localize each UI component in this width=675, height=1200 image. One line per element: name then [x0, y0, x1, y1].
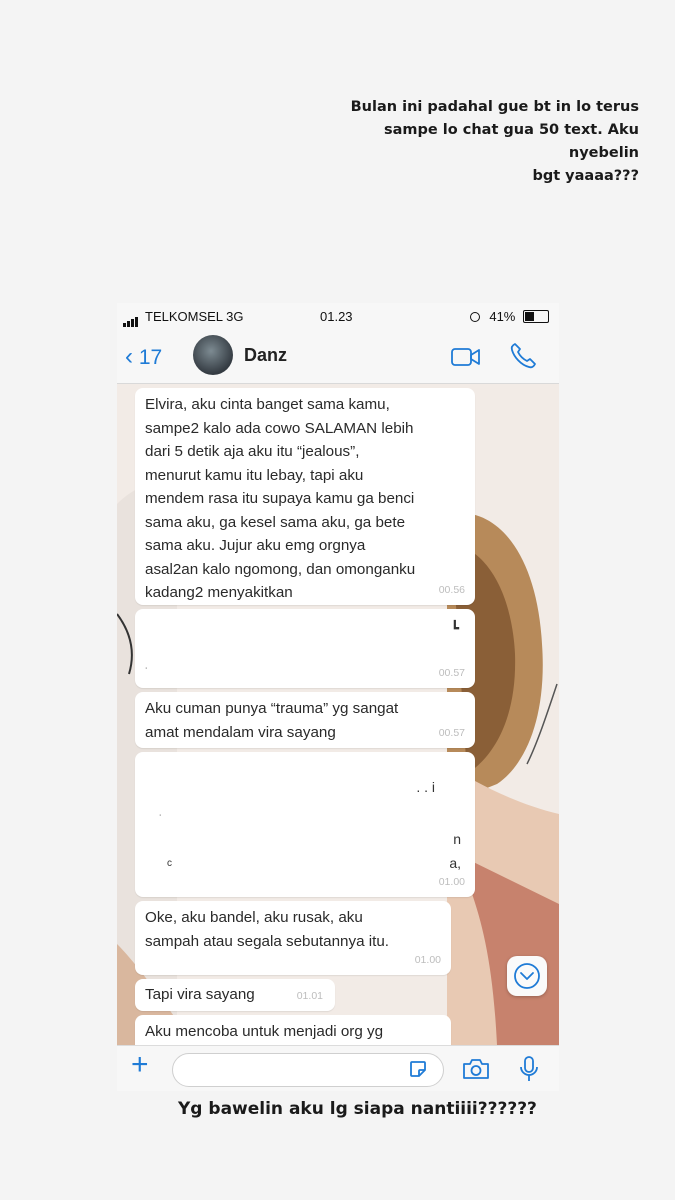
message-line: sampah atau segala sebutannya itu. — [145, 932, 390, 950]
message-time: 00.57 — [438, 666, 465, 679]
microphone-icon[interactable] — [519, 1055, 539, 1083]
plus-icon[interactable]: + — [131, 1048, 149, 1081]
redaction-artifact: ┗ — [450, 620, 459, 636]
unread-count: 17 — [138, 346, 163, 369]
status-bar — [117, 303, 559, 331]
redaction-artifact: ˙ — [145, 667, 149, 678]
caption-line: bgt yaaaa??? — [532, 168, 639, 184]
chat-screenshot — [117, 303, 559, 1091]
message-line: Oke, aku bandel, aku rusak, aku — [145, 909, 363, 926]
caption-line: sampe lo chat gua 50 text. Aku nyebelin — [383, 122, 639, 161]
message-bubble[interactable] — [135, 692, 475, 748]
redacted-message-bubble[interactable] — [135, 752, 475, 897]
message-list[interactable] — [117, 384, 559, 1045]
battery-icon — [523, 310, 549, 323]
message-line: amat mendalam vira sayang — [145, 723, 336, 741]
message-line: sama aku, ga kesel sama aku, ga bete — [145, 513, 406, 531]
message-bubble[interactable] — [135, 979, 335, 1011]
rotation-lock-icon — [470, 312, 480, 322]
contact-name[interactable]: Danz — [244, 345, 288, 365]
battery-area — [470, 309, 549, 324]
message-bubble[interactable] — [135, 388, 475, 605]
message-time: 00.57 — [438, 726, 465, 739]
message-time: 01.00 — [414, 953, 441, 966]
message-line: Elvira, aku cinta banget sama kamu, — [145, 396, 390, 413]
signal-icon — [123, 312, 139, 327]
message-time: 01.00 — [438, 875, 465, 888]
redacted-message-bubble[interactable] — [135, 609, 475, 688]
scroll-to-bottom-button[interactable] — [507, 956, 547, 996]
redaction-artifact: . . i — [416, 779, 435, 795]
message-line: kadang2 menyakitkan — [145, 584, 293, 601]
message-time: 01.01 — [296, 989, 323, 1002]
chevron-down-icon — [507, 956, 547, 996]
video-call-icon[interactable] — [451, 346, 481, 368]
message-line: Aku cuman punya “trauma” yg sangat — [145, 700, 399, 717]
story-caption-bottom: Yg bawelin aku lg siapa nantiiii?????? — [178, 1099, 537, 1119]
status-time: 01.23 — [320, 309, 353, 324]
message-bubble[interactable] — [135, 901, 451, 975]
battery-percent: 41% — [489, 309, 516, 324]
redaction-artifact: n — [453, 831, 461, 847]
chat-header — [117, 331, 559, 384]
compose-bar — [117, 1045, 559, 1091]
message-line: asal2an kalo ngomong, dan omonganku — [145, 560, 416, 578]
story-caption-top — [309, 96, 639, 188]
camera-icon[interactable] — [462, 1057, 490, 1081]
voice-call-icon[interactable] — [508, 341, 538, 371]
message-input[interactable] — [172, 1053, 444, 1087]
message-line: Tapi vira sayang — [145, 986, 255, 1003]
redaction-artifact: c — [167, 858, 172, 869]
redaction-artifact: ˙ — [159, 814, 163, 825]
avatar[interactable] — [193, 335, 233, 375]
redaction-artifact: a, — [449, 855, 461, 871]
caption-line: Bulan ini padahal gue bt in lo terus — [350, 99, 639, 115]
message-line: Aku mencoba untuk menjadi org yg — [145, 1023, 384, 1040]
message-time: 00.56 — [438, 583, 465, 596]
message-line: sampe2 kalo ada cowo SALAMAN lebih — [145, 419, 414, 437]
message-line: menurut kamu itu lebay, tapi aku — [145, 466, 364, 484]
back-button[interactable] — [125, 343, 162, 371]
sticker-icon[interactable] — [409, 1060, 427, 1078]
message-bubble[interactable] — [135, 1015, 451, 1045]
chevron-left-icon: ‹ — [125, 343, 133, 370]
message-line: mendem rasa itu supaya kamu ga benci — [145, 490, 415, 507]
carrier-label: TELKOMSEL 3G — [145, 309, 244, 324]
message-line: dari 5 detik aja aku itu “jealous”, — [145, 443, 360, 460]
message-line: sama aku. Jujur aku emg orgnya — [145, 537, 366, 554]
